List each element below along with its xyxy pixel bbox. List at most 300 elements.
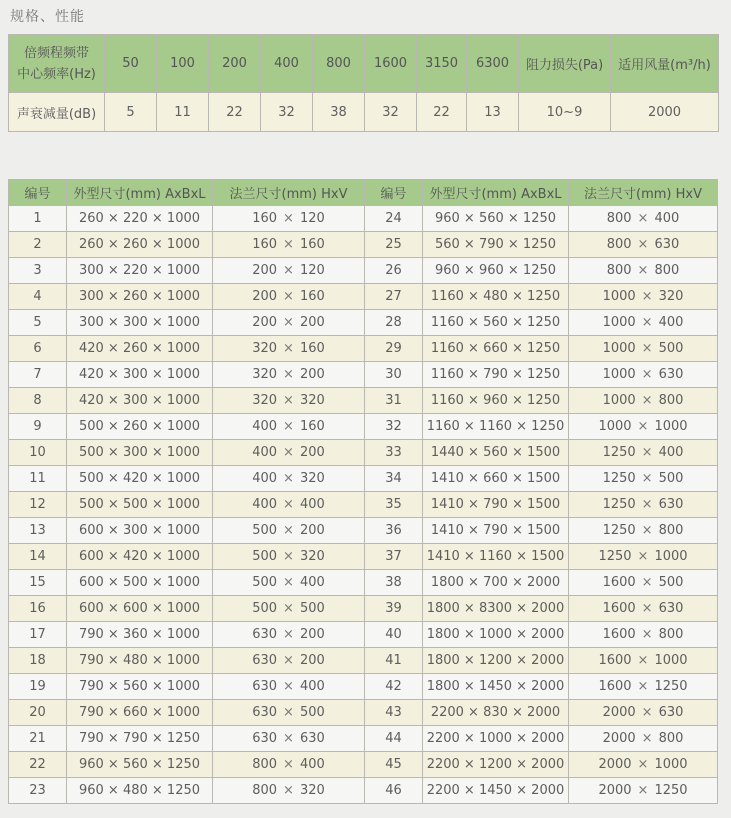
flange-h: 1250 <box>602 523 636 538</box>
flange-size <box>213 622 365 648</box>
flange-h: 630 <box>252 705 278 720</box>
col-header: 编号 <box>9 180 67 206</box>
freq-cell: 50 <box>105 35 157 93</box>
flange-v: 800 <box>658 393 684 408</box>
flange-v: 630 <box>654 237 680 252</box>
times-sign: × <box>283 627 294 642</box>
times-sign: × <box>637 757 649 772</box>
flange-size <box>213 362 365 388</box>
flange-v: 200 <box>299 653 325 668</box>
flange-h: 800 <box>606 263 632 278</box>
flange-v: 800 <box>658 627 684 642</box>
flange-h: 1600 <box>598 653 632 668</box>
flange-size <box>213 414 365 440</box>
flange-v: 400 <box>299 757 325 772</box>
outer-size: 600 × 420 × 1000 <box>67 544 213 570</box>
table-row <box>9 258 718 284</box>
flange-h: 2000 <box>598 757 632 772</box>
dimension-header-row <box>9 180 718 206</box>
item-number: 46 <box>365 778 423 804</box>
resistance-value: 10~9 <box>519 93 611 132</box>
flange-size <box>569 362 718 388</box>
item-number: 4 <box>9 284 67 310</box>
times-sign: × <box>637 679 649 694</box>
flange-v: 500 <box>299 601 325 616</box>
item-number: 32 <box>365 414 423 440</box>
table-row <box>9 622 718 648</box>
flange-size <box>213 310 365 336</box>
flange-h: 800 <box>606 211 632 226</box>
times-sign: × <box>637 419 649 434</box>
times-sign: × <box>283 601 294 616</box>
table-row <box>9 310 718 336</box>
flange-size <box>213 284 365 310</box>
item-number: 43 <box>365 700 423 726</box>
item-number: 12 <box>9 492 67 518</box>
times-sign: × <box>283 757 294 772</box>
flange-v: 400 <box>299 497 325 512</box>
outer-size: 790 × 660 × 1000 <box>67 700 213 726</box>
times-sign: × <box>637 783 649 798</box>
flange-h: 800 <box>606 237 632 252</box>
flange-h: 1000 <box>598 419 632 434</box>
flange-v: 1000 <box>654 549 688 564</box>
item-number: 30 <box>365 362 423 388</box>
col-header: 外型尺寸(mm) AxBxL <box>423 180 569 206</box>
flange-h: 400 <box>252 445 278 460</box>
flange-v: 630 <box>658 601 684 616</box>
table-row <box>9 726 718 752</box>
attenuation-cell: 11 <box>157 93 209 132</box>
flange-size <box>213 232 365 258</box>
outer-size: 1800 × 1000 × 2000 <box>423 622 569 648</box>
outer-size: 560 × 790 × 1250 <box>423 232 569 258</box>
flange-h: 1250 <box>602 497 636 512</box>
flange-h: 200 <box>252 315 278 330</box>
outer-size: 960 × 960 × 1250 <box>423 258 569 284</box>
flange-v: 160 <box>299 341 325 356</box>
outer-size: 1160 × 960 × 1250 <box>423 388 569 414</box>
attenuation-cell: 32 <box>365 93 417 132</box>
col-header: 外型尺寸(mm) AxBxL <box>67 180 213 206</box>
item-number: 21 <box>9 726 67 752</box>
attenuation-cell: 22 <box>209 93 261 132</box>
flange-size <box>569 258 718 284</box>
outer-size: 1160 × 790 × 1250 <box>423 362 569 388</box>
item-number: 14 <box>9 544 67 570</box>
flange-size <box>213 544 365 570</box>
outer-size: 1160 × 480 × 1250 <box>423 284 569 310</box>
flange-v: 320 <box>299 471 325 486</box>
flange-v: 200 <box>299 523 325 538</box>
flange-v: 800 <box>654 263 680 278</box>
flange-v: 200 <box>299 627 325 642</box>
item-number: 33 <box>365 440 423 466</box>
flange-size <box>213 778 365 804</box>
item-number: 29 <box>365 336 423 362</box>
outer-size: 260 × 260 × 1000 <box>67 232 213 258</box>
item-number: 41 <box>365 648 423 674</box>
outer-size: 420 × 300 × 1000 <box>67 388 213 414</box>
flange-v: 320 <box>299 549 325 564</box>
flange-h: 630 <box>252 653 278 668</box>
flange-v: 400 <box>299 679 325 694</box>
flange-h: 1250 <box>602 471 636 486</box>
flange-v: 1000 <box>654 757 688 772</box>
times-sign: × <box>283 549 294 564</box>
flange-size <box>569 336 718 362</box>
item-number: 22 <box>9 752 67 778</box>
item-number: 6 <box>9 336 67 362</box>
item-number: 39 <box>365 596 423 622</box>
flange-size <box>569 284 718 310</box>
table-row <box>9 570 718 596</box>
flange-v: 200 <box>299 367 325 382</box>
item-number: 28 <box>365 310 423 336</box>
table-row <box>9 388 718 414</box>
flange-v: 1250 <box>654 679 688 694</box>
item-number: 2 <box>9 232 67 258</box>
outer-size: 790 × 560 × 1000 <box>67 674 213 700</box>
times-sign: × <box>637 549 649 564</box>
flange-size <box>213 206 365 232</box>
freq-cell: 100 <box>157 35 209 93</box>
times-sign: × <box>283 471 294 486</box>
dimension-table <box>8 179 718 804</box>
flange-v: 630 <box>658 497 684 512</box>
attenuation-cell: 22 <box>417 93 467 132</box>
times-sign: × <box>283 341 294 356</box>
col-header: 编号 <box>365 180 423 206</box>
item-number: 24 <box>365 206 423 232</box>
times-sign: × <box>283 211 294 226</box>
outer-size: 600 × 600 × 1000 <box>67 596 213 622</box>
times-sign: × <box>637 653 649 668</box>
times-sign: × <box>641 445 653 460</box>
table-row <box>9 466 718 492</box>
flange-h: 320 <box>252 393 278 408</box>
freq-cell: 1600 <box>365 35 417 93</box>
flange-h: 400 <box>252 497 278 512</box>
flange-size <box>569 752 718 778</box>
freq-cell: 6300 <box>467 35 519 93</box>
flange-v: 200 <box>299 315 325 330</box>
times-sign: × <box>283 419 294 434</box>
flange-h: 1000 <box>602 289 636 304</box>
flange-v: 320 <box>658 289 684 304</box>
flange-v: 800 <box>658 523 684 538</box>
flange-h: 1600 <box>602 601 636 616</box>
flange-h: 500 <box>252 523 278 538</box>
flange-h: 320 <box>252 367 278 382</box>
item-number: 1 <box>9 206 67 232</box>
flange-size <box>213 336 365 362</box>
flange-size <box>569 440 718 466</box>
flange-h: 200 <box>252 289 278 304</box>
item-number: 25 <box>365 232 423 258</box>
label-line-2: 中心频率(Hz) <box>17 66 96 82</box>
outer-size: 790 × 790 × 1250 <box>67 726 213 752</box>
flange-v: 400 <box>654 211 680 226</box>
item-number: 15 <box>9 570 67 596</box>
dimension-table-body <box>9 206 718 804</box>
spec-header-row <box>9 35 719 93</box>
outer-size: 2200 × 1200 × 2000 <box>423 752 569 778</box>
times-sign: × <box>641 601 653 616</box>
flange-size <box>213 648 365 674</box>
attenuation-row <box>9 93 719 132</box>
table-row <box>9 674 718 700</box>
outer-size: 1410 × 660 × 1500 <box>423 466 569 492</box>
outer-size: 300 × 300 × 1000 <box>67 310 213 336</box>
flange-v: 1000 <box>654 653 688 668</box>
outer-size: 600 × 500 × 1000 <box>67 570 213 596</box>
outer-size: 960 × 560 × 1250 <box>423 206 569 232</box>
table-row <box>9 752 718 778</box>
flange-v: 630 <box>299 731 325 746</box>
times-sign: × <box>641 731 653 746</box>
times-sign: × <box>641 523 653 538</box>
item-number: 3 <box>9 258 67 284</box>
times-sign: × <box>283 653 294 668</box>
flange-h: 1000 <box>602 341 636 356</box>
flange-h: 1000 <box>602 393 636 408</box>
table-row <box>9 596 718 622</box>
outer-size: 1800 × 1200 × 2000 <box>423 648 569 674</box>
flange-v: 500 <box>299 705 325 720</box>
flange-v: 160 <box>299 289 325 304</box>
item-number: 40 <box>365 622 423 648</box>
flange-size <box>569 570 718 596</box>
flange-h: 320 <box>252 341 278 356</box>
outer-size: 1440 × 560 × 1500 <box>423 440 569 466</box>
flange-v: 500 <box>658 575 684 590</box>
attenuation-cell: 32 <box>261 93 313 132</box>
item-number: 26 <box>365 258 423 284</box>
outer-size: 500 × 260 × 1000 <box>67 414 213 440</box>
outer-size: 2200 × 1000 × 2000 <box>423 726 569 752</box>
resistance-label: 阻力损失(Pa) <box>519 35 611 93</box>
flange-size <box>569 388 718 414</box>
col-header: 法兰尺寸(mm) HxV <box>213 180 365 206</box>
flange-h: 1000 <box>602 315 636 330</box>
flange-size <box>213 596 365 622</box>
flange-h: 1250 <box>602 445 636 460</box>
flange-size <box>213 258 365 284</box>
outer-size: 790 × 480 × 1000 <box>67 648 213 674</box>
flange-h: 630 <box>252 731 278 746</box>
flange-size <box>213 518 365 544</box>
outer-size: 1410 × 790 × 1500 <box>423 518 569 544</box>
flange-v: 400 <box>658 445 684 460</box>
outer-size: 2200 × 1450 × 2000 <box>423 778 569 804</box>
times-sign: × <box>283 263 294 278</box>
flange-h: 800 <box>252 783 278 798</box>
item-number: 34 <box>365 466 423 492</box>
flange-size <box>569 466 718 492</box>
times-sign: × <box>283 575 294 590</box>
table-row <box>9 518 718 544</box>
times-sign: × <box>283 679 294 694</box>
airflow-value: 2000 <box>611 93 719 132</box>
flange-v: 630 <box>658 367 684 382</box>
flange-size <box>213 570 365 596</box>
flange-h: 1250 <box>598 549 632 564</box>
table-row <box>9 414 718 440</box>
flange-size <box>569 700 718 726</box>
flange-h: 2000 <box>602 731 636 746</box>
outer-size: 1800 × 8300 × 2000 <box>423 596 569 622</box>
flange-h: 500 <box>252 575 278 590</box>
flange-h: 400 <box>252 471 278 486</box>
flange-size <box>569 206 718 232</box>
freq-cell: 3150 <box>417 35 467 93</box>
flange-v: 1000 <box>654 419 688 434</box>
flange-v: 160 <box>299 419 325 434</box>
table-row <box>9 232 718 258</box>
table-row <box>9 440 718 466</box>
times-sign: × <box>641 341 653 356</box>
times-sign: × <box>641 497 653 512</box>
item-number: 45 <box>365 752 423 778</box>
outer-size: 1410 × 790 × 1500 <box>423 492 569 518</box>
item-number: 16 <box>9 596 67 622</box>
item-number: 42 <box>365 674 423 700</box>
section-title: 规格、性能 <box>10 9 85 25</box>
item-number: 9 <box>9 414 67 440</box>
flange-h: 1600 <box>598 679 632 694</box>
item-number: 10 <box>9 440 67 466</box>
item-number: 13 <box>9 518 67 544</box>
item-number: 5 <box>9 310 67 336</box>
table-row <box>9 362 718 388</box>
item-number: 27 <box>365 284 423 310</box>
flange-h: 630 <box>252 627 278 642</box>
outer-size: 1800 × 1450 × 2000 <box>423 674 569 700</box>
flange-v: 160 <box>299 237 325 252</box>
flange-size <box>569 518 718 544</box>
flange-v: 120 <box>299 211 325 226</box>
times-sign: × <box>283 237 294 252</box>
outer-size: 500 × 420 × 1000 <box>67 466 213 492</box>
flange-size <box>213 388 365 414</box>
item-number: 36 <box>365 518 423 544</box>
outer-size: 420 × 300 × 1000 <box>67 362 213 388</box>
flange-h: 800 <box>252 757 278 772</box>
item-number: 7 <box>9 362 67 388</box>
outer-size: 300 × 260 × 1000 <box>67 284 213 310</box>
flange-v: 400 <box>658 315 684 330</box>
times-sign: × <box>283 315 294 330</box>
outer-size: 500 × 300 × 1000 <box>67 440 213 466</box>
times-sign: × <box>641 471 653 486</box>
table-row <box>9 492 718 518</box>
flange-v: 630 <box>658 705 684 720</box>
flange-size <box>569 674 718 700</box>
times-sign: × <box>283 731 294 746</box>
times-sign: × <box>641 575 653 590</box>
table-row <box>9 544 718 570</box>
item-number: 18 <box>9 648 67 674</box>
flange-size <box>569 310 718 336</box>
flange-size <box>213 440 365 466</box>
item-number: 35 <box>365 492 423 518</box>
flange-h: 200 <box>252 263 278 278</box>
freq-cell: 800 <box>313 35 365 93</box>
flange-size <box>569 648 718 674</box>
flange-h: 2000 <box>602 705 636 720</box>
times-sign: × <box>283 445 294 460</box>
flange-size <box>569 414 718 440</box>
outer-size: 420 × 260 × 1000 <box>67 336 213 362</box>
item-number: 38 <box>365 570 423 596</box>
outer-size: 600 × 300 × 1000 <box>67 518 213 544</box>
item-number: 20 <box>9 700 67 726</box>
attenuation-cell: 13 <box>467 93 519 132</box>
flange-v: 1250 <box>654 783 688 798</box>
flange-size <box>213 752 365 778</box>
flange-h: 160 <box>252 237 278 252</box>
flange-v: 320 <box>299 393 325 408</box>
table-row <box>9 284 718 310</box>
times-sign: × <box>637 237 649 252</box>
outer-size: 1160 × 660 × 1250 <box>423 336 569 362</box>
outer-size: 1410 × 1160 × 1500 <box>423 544 569 570</box>
item-number: 44 <box>365 726 423 752</box>
flange-v: 120 <box>299 263 325 278</box>
flange-size <box>213 466 365 492</box>
flange-v: 800 <box>658 731 684 746</box>
outer-size: 2200 × 830 × 2000 <box>423 700 569 726</box>
flange-h: 1600 <box>602 627 636 642</box>
flange-h: 630 <box>252 679 278 694</box>
item-number: 23 <box>9 778 67 804</box>
flange-size <box>569 492 718 518</box>
flange-size <box>569 778 718 804</box>
flange-size <box>569 544 718 570</box>
attenuation-label: 声衰减量(dB) <box>9 93 105 132</box>
flange-h: 500 <box>252 549 278 564</box>
outer-size: 1160 × 1160 × 1250 <box>423 414 569 440</box>
times-sign: × <box>641 367 653 382</box>
flange-size <box>213 492 365 518</box>
flange-v: 320 <box>299 783 325 798</box>
flange-size <box>569 596 718 622</box>
item-number: 19 <box>9 674 67 700</box>
flange-h: 500 <box>252 601 278 616</box>
outer-size: 260 × 220 × 1000 <box>67 206 213 232</box>
times-sign: × <box>283 705 294 720</box>
times-sign: × <box>283 523 294 538</box>
table-row <box>9 206 718 232</box>
outer-size: 1800 × 700 × 2000 <box>423 570 569 596</box>
flange-v: 200 <box>299 445 325 460</box>
flange-h: 2000 <box>598 783 632 798</box>
times-sign: × <box>641 627 653 642</box>
times-sign: × <box>283 367 294 382</box>
item-number: 11 <box>9 466 67 492</box>
flange-v: 500 <box>658 471 684 486</box>
flange-size <box>213 726 365 752</box>
times-sign: × <box>641 315 653 330</box>
flange-h: 400 <box>252 419 278 434</box>
item-number: 37 <box>365 544 423 570</box>
times-sign: × <box>641 705 653 720</box>
times-sign: × <box>283 393 294 408</box>
table-row <box>9 648 718 674</box>
outer-size: 960 × 560 × 1250 <box>67 752 213 778</box>
times-sign: × <box>641 393 653 408</box>
